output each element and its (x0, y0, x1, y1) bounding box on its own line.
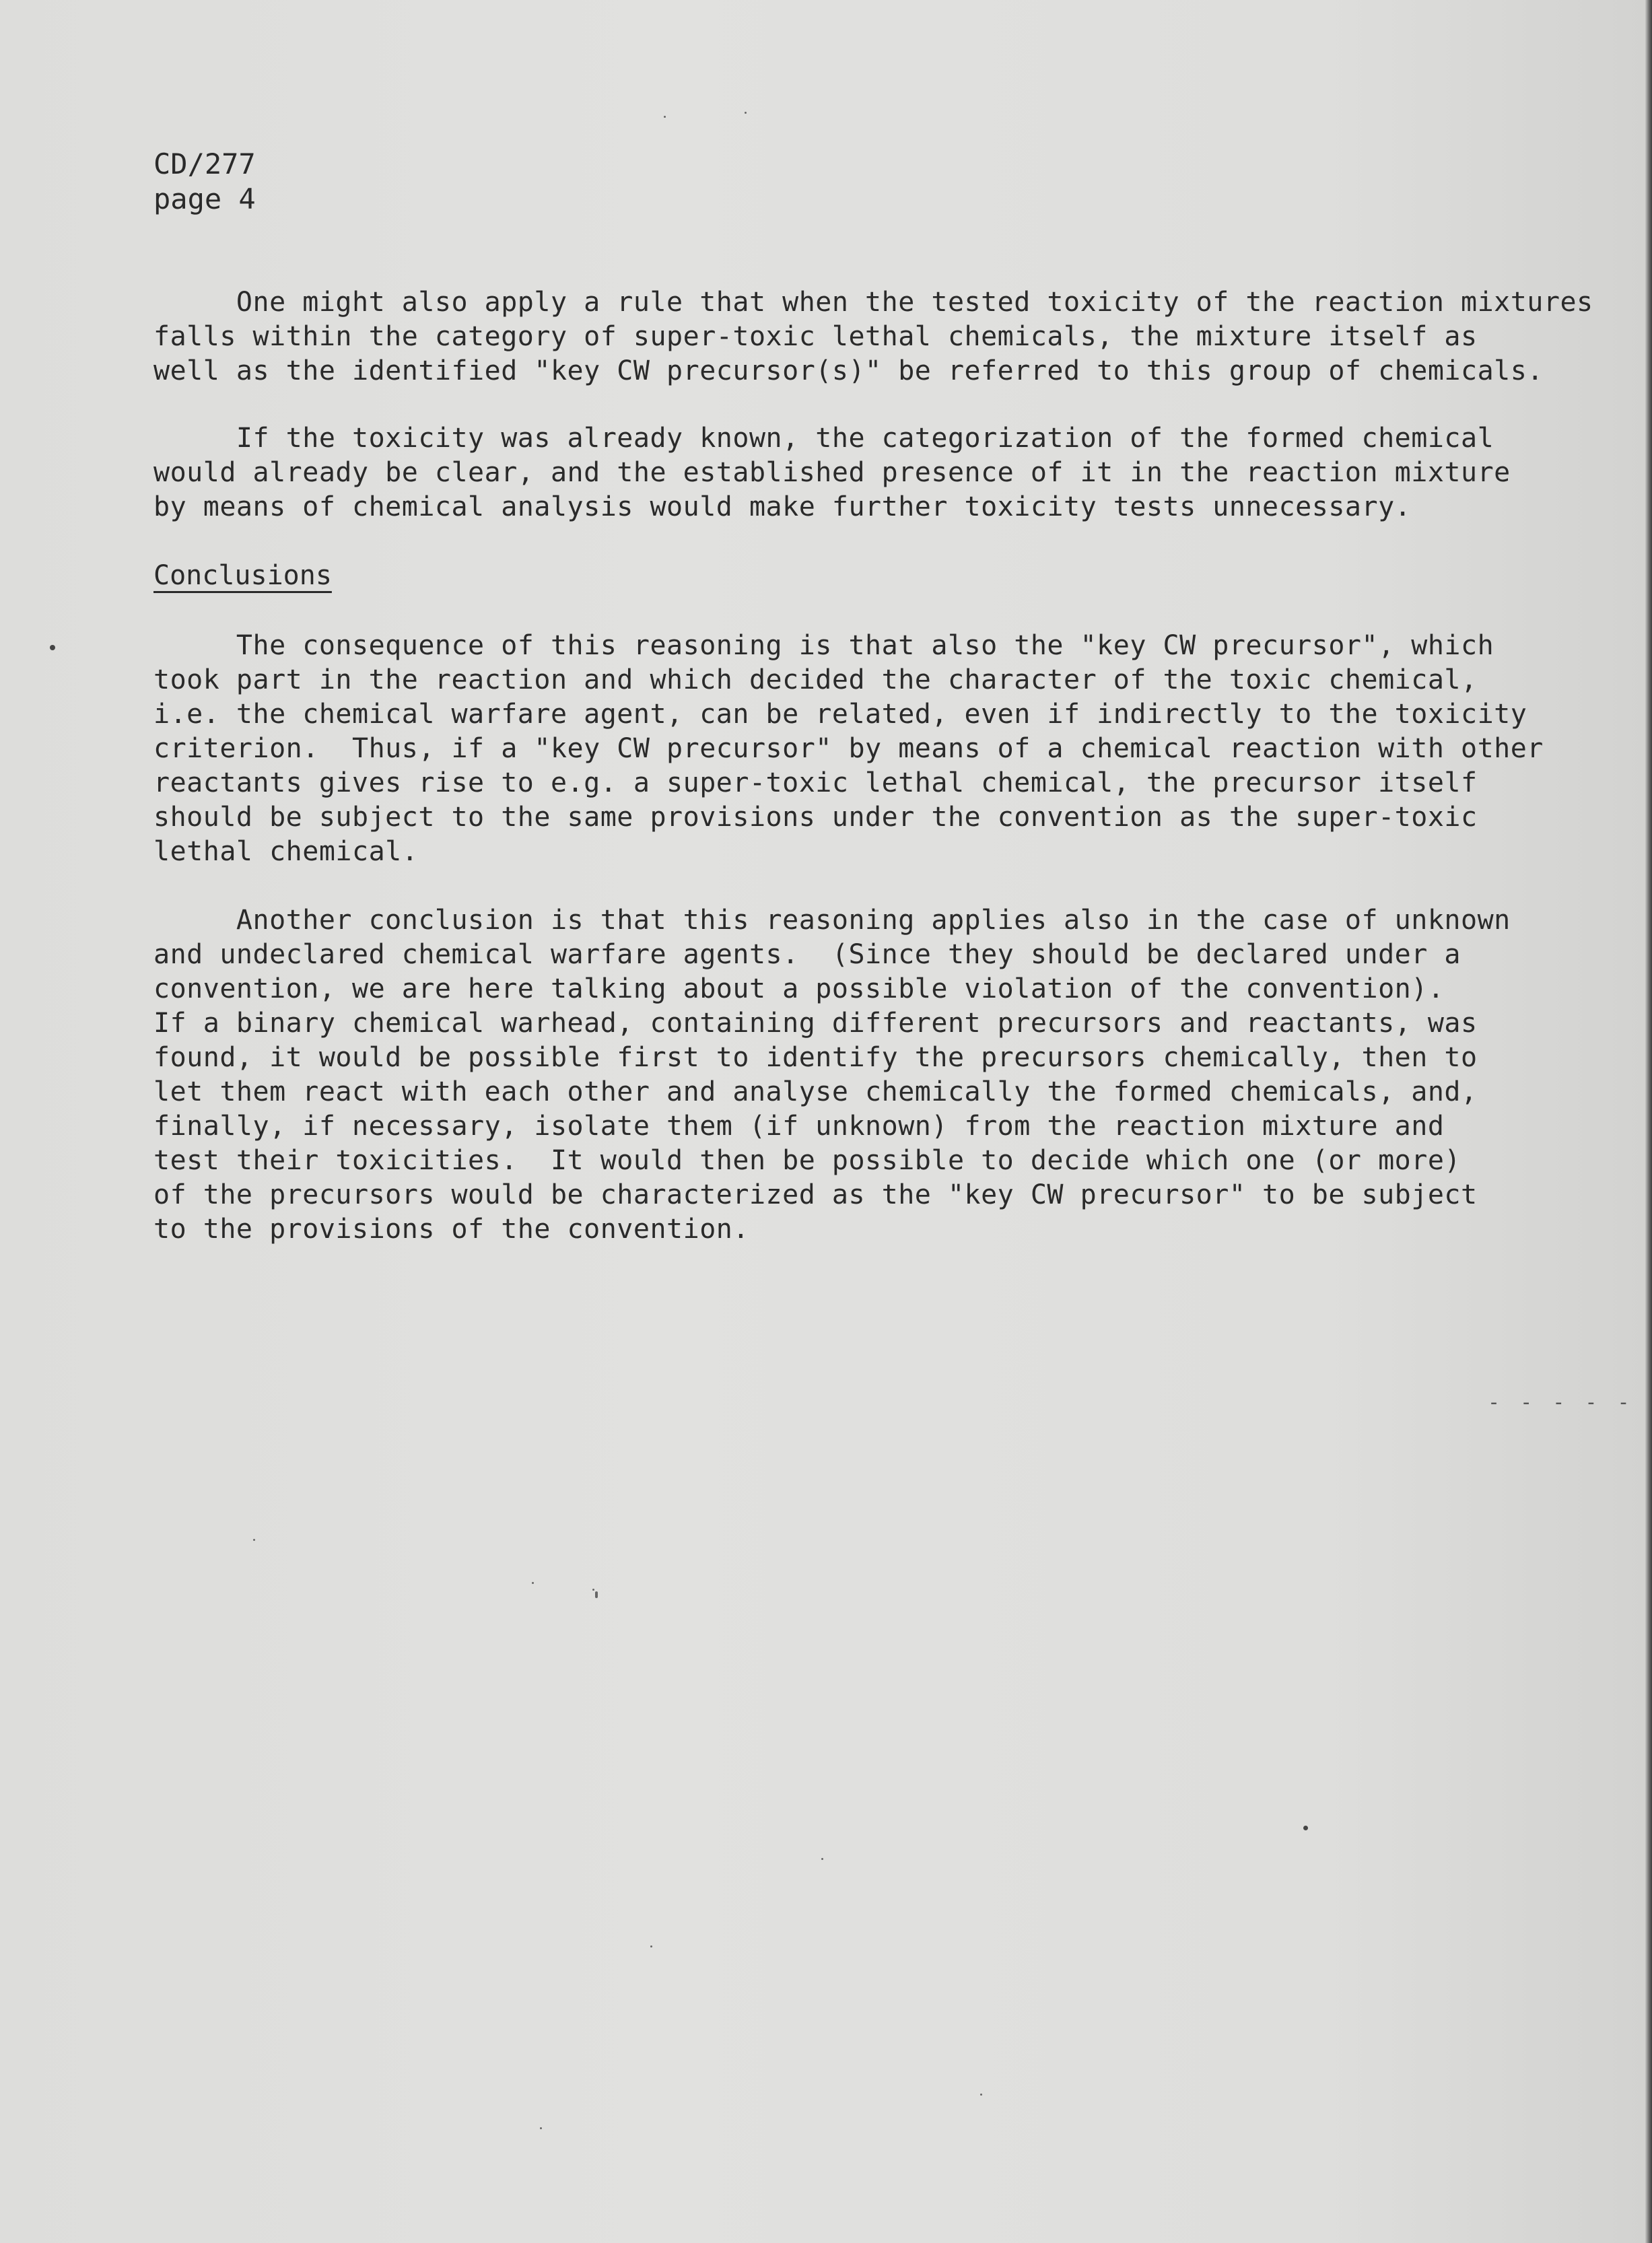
paragraph-rule-toxicity: One might also apply a rule that when the tested toxicity of the reaction mixtures falls within the category of super-toxic lethal chemicals, the mixture itself as well as the identified "key CW precursor(s)" be referred to this group of chemicals. (153, 287, 1593, 386)
scan-speck (821, 1858, 823, 1860)
margin-speck (50, 645, 55, 650)
scan-dash-mark: - - - - - (1488, 1391, 1634, 1414)
paragraph-conclusion-consequence: The consequence of this reasoning is that also the "key CW precursor", which took part in the reaction and which decided the character of the toxic chemical, i.e. the chemical warfare agent, can be related, even if indirectly to the toxicity criterion. Thus, if a "key CW precursor" by means of a chemical reaction with other reactants gives rise to e.g. a super-toxic lethal chemical, the precursor itself should be subject to the same provisions under the convention as the super-toxic lethal chemical. (153, 630, 1544, 867)
page-edge-shadow (1645, 0, 1652, 2243)
section-heading-conclusions: Conclusions (153, 560, 332, 591)
scan-speck (650, 1945, 652, 1947)
scan-speck (253, 1539, 255, 1541)
scan-speck (980, 2094, 982, 2096)
scan-speck (540, 2127, 542, 2129)
document-reference: CD/277 (153, 147, 256, 180)
scan-speck (595, 1591, 598, 1598)
scan-speck (532, 1582, 534, 1584)
scan-speck (1303, 1826, 1308, 1830)
page-number: page 4 (153, 182, 256, 215)
document-header (153, 147, 256, 217)
paragraph-known-toxicity: If the toxicity was already known, the categorization of the formed chemical would already be clear, and the established presence of it in the reaction mixture by means of chemical analysis would make further toxicity tests unnecessary. (153, 423, 1511, 522)
scan-speck (745, 112, 747, 114)
scan-speck (592, 1589, 594, 1591)
paragraph-conclusion-unknown-agents: Another conclusion is that this reasoning applies also in the case of unknown and undeclared chemical warfare agents. (Since they should be declared under a convention, we are here talking about a possible violation of the convention). If a binary chemical warhead, containing different precursors and reactants, was found, it would be possible first to identify the precursors chemically, then to let them react with each other and analyse chemically the formed chemicals, and, finally, if necessary, isolate them (if unknown) from the reaction mixture and test their toxicities. It would then be possible to decide which one (or more) of the precursors would be characterized as the "key CW precursor" to be subject to the provisions of the convention. (153, 905, 1511, 1245)
scan-speck (664, 116, 666, 118)
